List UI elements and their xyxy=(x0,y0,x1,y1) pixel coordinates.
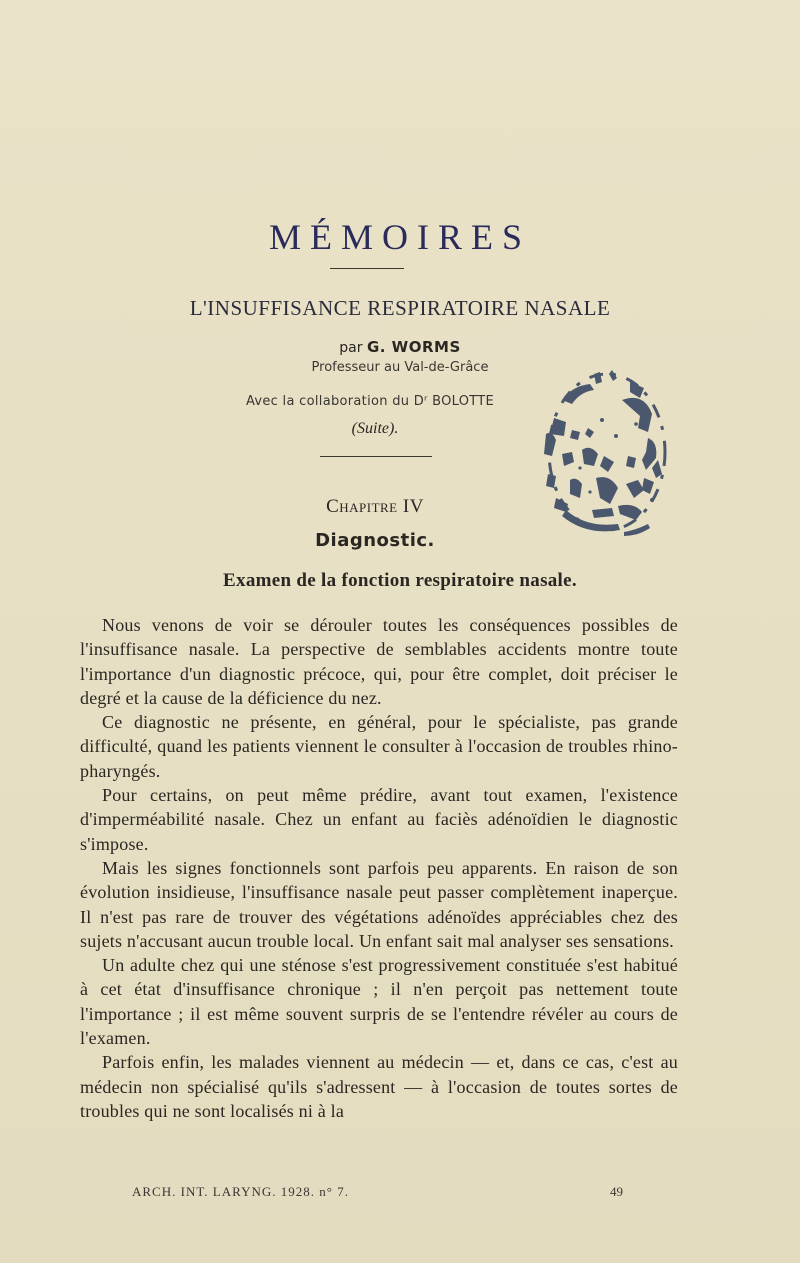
author-line xyxy=(0,338,780,356)
subsection-title: Examen de la fonction respiratoire nasale. xyxy=(223,570,577,591)
title-divider xyxy=(330,268,404,269)
paragraph: Un adulte chez qui une sténose s'est progressivement constituée s'est habitué à cet état d'insuffisance chronique ; il n'en perçoit pas nettement toute l'importance ; il est même souvent surpris de se l'entendre révéler au cours de l'examen. xyxy=(80,955,678,1049)
chapter-divider xyxy=(320,456,432,457)
paragraph: Parfois enfin, les malades viennent au médecin — et, dans ce cas, c'est au médecin non spécialisé qu'ils s'adressent — à l'occasion de toutes sortes de troubles qui ne sont localisés ni à la xyxy=(80,1052,678,1121)
paragraph: Mais les signes fonctionnels sont parfois peu apparents. En raison de son évolution insidieuse, l'insuffisance nasale peut passer complètement inaperçue. Il n'est pas rare de trouver des végétations adénoïdes appréciables chez des sujets n'accusant aucun trouble local. Un enfant sait mal analyser ses sensations. xyxy=(80,857,678,951)
chapter-number: IV xyxy=(402,496,424,517)
suite-note: (Suite). xyxy=(351,420,399,437)
chapter-title: Diagnostic. xyxy=(315,530,435,551)
author-prefix: par xyxy=(339,340,363,356)
paragraph: Pour certains, on peut même prédire, avant tout examen, l'existence d'imperméabilité nasale. Chez un enfant au faciès adénoïdien le diagnostic s'impose. xyxy=(80,785,678,854)
author-affiliation: Professeur au Val-de-Grâce xyxy=(311,360,489,375)
article-title: L'INSUFFISANCE RESPIRATOIRE NASALE xyxy=(189,296,611,320)
collaboration-line: Avec la collaboration du Dʳ BOLOTTE xyxy=(245,394,495,409)
chapter-label: Chapitre xyxy=(326,496,398,517)
section-title: MÉMOIRES xyxy=(268,217,532,257)
journal-reference: ARCH. INT. LARYNG. 1928. n° 7. xyxy=(132,1184,349,1199)
paragraph: Ce diagnostic ne présente, en général, pour le spécialiste, pas grande difficulté, quand les patients viennent le consulter à l'occasion de troubles rhino-pharyngés. xyxy=(80,712,678,781)
page-number: 49 xyxy=(610,1184,623,1199)
body-text xyxy=(80,613,678,1123)
library-stamp-icon xyxy=(532,360,682,545)
paragraph: Nous venons de voir se dérouler toutes les conséquences possibles de l'insuffisance nasale. La perspective de semblables accidents montre toute l'importance d'un diagnostic précoce, qui, pour être complet, doit préciser le degré et la cause de la déficience du nez. xyxy=(80,615,678,708)
author-name: G. WORMS xyxy=(366,338,461,356)
